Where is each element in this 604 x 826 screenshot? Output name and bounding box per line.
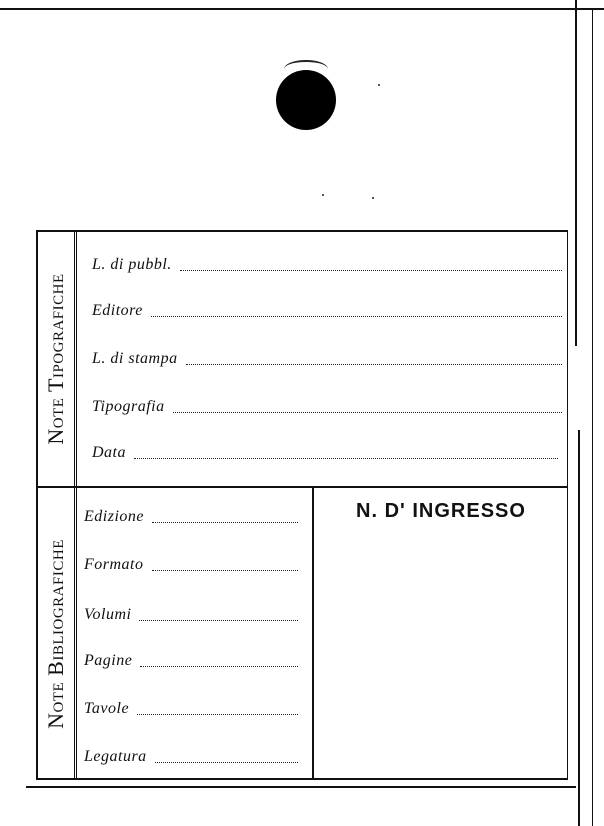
numero-ingresso-label: N. D' INGRESSO [356, 500, 526, 522]
field-edizione[interactable] [84, 508, 298, 526]
side-label-text: Note Bibliografiche [43, 539, 68, 729]
card-right-edge-lower [578, 430, 580, 826]
field-luogo-pubblicazione[interactable] [92, 256, 562, 274]
field-label: Data [92, 444, 126, 461]
speck [372, 197, 374, 199]
field-label: Editore [92, 302, 143, 319]
fill-line[interactable] [186, 363, 562, 365]
field-data[interactable] [92, 444, 558, 462]
field-label: Tavole [84, 700, 130, 717]
field-label: Pagine [84, 652, 133, 669]
fill-line[interactable] [139, 619, 298, 621]
fill-line[interactable] [155, 761, 298, 763]
fill-line[interactable] [137, 713, 298, 715]
field-label: Legatura [84, 748, 147, 765]
side-label-text: Note Tipografiche [43, 273, 68, 445]
column-divider [312, 488, 314, 780]
field-legatura[interactable] [84, 748, 298, 766]
field-editore[interactable] [92, 302, 562, 320]
fill-line[interactable] [134, 457, 558, 459]
fill-line[interactable] [140, 665, 298, 667]
section-note-bibliografiche [38, 488, 568, 780]
side-label-tipografiche [38, 232, 77, 486]
fill-line[interactable] [152, 569, 299, 571]
punch-hole [276, 70, 336, 130]
speck [378, 84, 380, 86]
field-tavole[interactable] [84, 700, 298, 718]
field-tipografia[interactable] [92, 398, 562, 416]
scan-outer-edge [592, 10, 593, 826]
field-volumi[interactable] [84, 606, 298, 624]
field-label: L. di stampa [92, 350, 178, 367]
catalog-card [36, 230, 568, 780]
field-label: Tipografia [92, 398, 165, 415]
field-label: Formato [84, 556, 144, 573]
card-right-edge [575, 0, 577, 346]
field-formato[interactable] [84, 556, 298, 574]
field-label: Volumi [84, 606, 132, 623]
scan-top-edge [0, 0, 604, 10]
speck [322, 194, 324, 196]
field-pagine[interactable] [84, 652, 298, 670]
fill-line[interactable] [151, 315, 562, 317]
side-label-bibliografiche [38, 488, 77, 780]
fill-line[interactable] [173, 411, 562, 413]
field-label: Edizione [84, 508, 144, 525]
fill-line[interactable] [180, 269, 562, 271]
fill-line[interactable] [152, 521, 298, 523]
field-luogo-stampa[interactable] [92, 350, 562, 368]
section-note-tipografiche [38, 232, 568, 486]
bottom-rule [26, 786, 576, 788]
field-label: L. di pubbl. [92, 256, 172, 273]
